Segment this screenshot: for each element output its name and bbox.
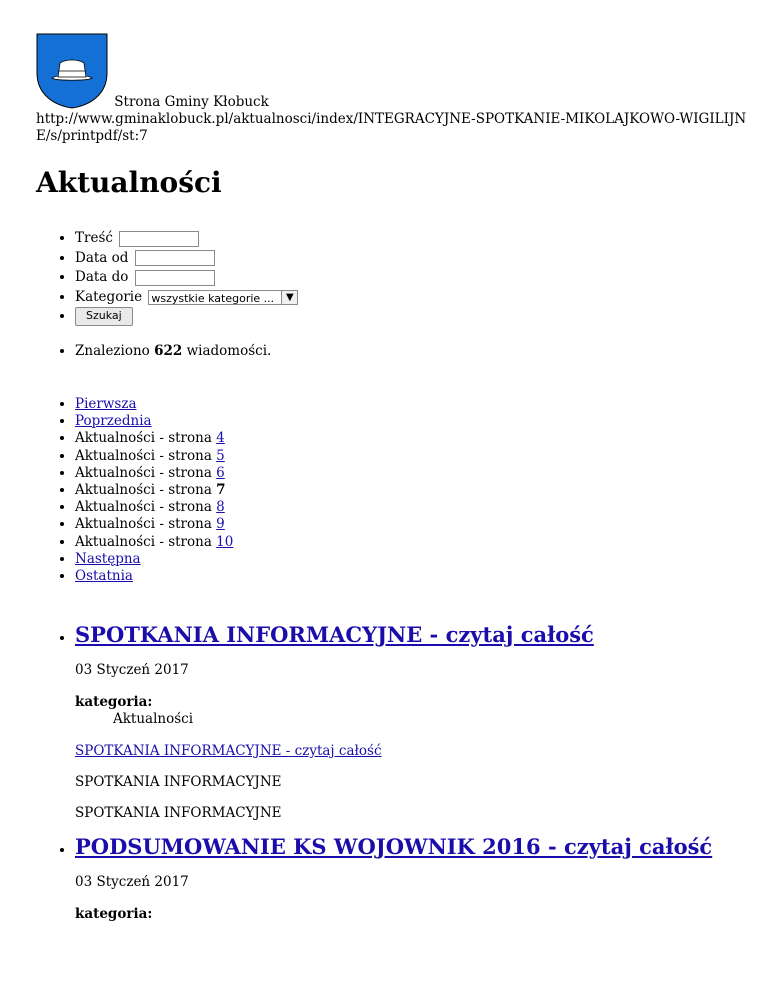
date-to-input[interactable]	[135, 270, 215, 286]
pager-item-last	[75, 568, 233, 585]
pager-first-link[interactable]: Pierwsza	[75, 396, 137, 412]
pager-item-next	[75, 551, 233, 568]
pager-page-prefix: Aktualności - strona	[75, 430, 212, 447]
results-summary	[36, 343, 271, 360]
news-item	[75, 622, 768, 822]
search-field-date-to	[75, 268, 768, 288]
pager-item-page-5	[75, 448, 233, 465]
pager-item-page-8	[75, 499, 233, 516]
page-url: http://www.gminaklobuck.pl/aktualnosci/index/INTEGRACYJNE-SPOTKANIE-MIKOLAJKOWO-WIGILIJNE/s/printpdf/st:7	[36, 111, 747, 144]
results-count: 622	[154, 343, 183, 359]
news-title	[75, 834, 768, 860]
news-title-link[interactable]: SPOTKANIA INFORMACYJNE - czytaj całość	[75, 622, 594, 647]
pager-page-link[interactable]: 6	[216, 464, 225, 481]
category-label: Kategorie	[75, 288, 143, 305]
pager-page-prefix: Aktualności - strona	[75, 516, 212, 533]
pager-item-page-10	[75, 534, 233, 551]
news-title-link[interactable]: PODSUMOWANIE KS WOJOWNIK 2016 - czytaj całość	[75, 834, 713, 859]
date-from-label: Data od	[75, 249, 129, 266]
search-field-category	[75, 288, 768, 308]
search-field-date-from	[75, 249, 768, 269]
pager-page-prefix: Aktualności - strona	[75, 447, 212, 464]
category-select-value: wszystkie kategorie ...	[151, 291, 275, 305]
content-input[interactable]	[119, 231, 199, 247]
dropdown-arrow-icon[interactable]: ▼	[281, 291, 297, 304]
pager-item-page-6	[75, 465, 233, 482]
news-title	[75, 622, 768, 648]
pager-page-link[interactable]: 10	[216, 533, 234, 550]
pager-item-page-9	[75, 516, 233, 533]
pager-item-prev	[75, 413, 233, 430]
pager-current-page: 7	[216, 481, 226, 498]
pager-next-link[interactable]: Następna	[75, 550, 141, 567]
pager-last-link[interactable]: Ostatnia	[75, 567, 133, 584]
pager-item-first	[75, 396, 233, 413]
pager-page-link[interactable]: 5	[216, 447, 225, 464]
pager-page-link[interactable]: 9	[216, 516, 225, 533]
news-category-label: kategoria:	[75, 694, 153, 710]
news-category-label: kategoria:	[75, 906, 153, 922]
search-form	[36, 229, 768, 327]
gmina-coat-of-arms-logo	[36, 33, 108, 109]
category-select[interactable]	[148, 290, 298, 305]
page-title: Aktualności	[36, 166, 222, 199]
pager-page-prefix: Aktualności - strona	[75, 464, 212, 481]
news-list	[36, 622, 768, 923]
pager-page-link[interactable]: 4	[216, 430, 225, 447]
news-text: SPOTKANIA INFORMACYJNE	[75, 774, 282, 790]
news-text: SPOTKANIA INFORMACYJNE	[75, 805, 282, 821]
news-item	[75, 834, 768, 923]
news-date: 03 Styczeń 2017	[75, 662, 189, 678]
pager-item-page-4	[75, 430, 233, 447]
news-category: Aktualności	[113, 711, 194, 727]
content-label: Treść	[75, 230, 113, 246]
results-prefix: Znaleziono	[75, 343, 150, 359]
news-read-more-link[interactable]: SPOTKANIA INFORMACYJNE - czytaj całość	[75, 743, 382, 759]
date-from-input[interactable]	[135, 250, 215, 266]
pager-page-prefix: Aktualności - strona	[75, 533, 212, 550]
results-count-text	[75, 343, 271, 360]
news-read-more	[75, 743, 768, 760]
pager-page-link[interactable]: 8	[216, 499, 225, 516]
search-field-content	[75, 229, 768, 249]
page-header	[36, 33, 756, 145]
news-date: 03 Styczeń 2017	[75, 874, 189, 890]
date-to-label: Data do	[75, 269, 129, 285]
pagination	[36, 396, 233, 585]
search-field-submit	[75, 307, 768, 327]
site-name: Strona Gminy Kłobuck	[114, 94, 269, 110]
pager-page-prefix: Aktualności - strona	[75, 481, 212, 498]
pager-item-page-current	[75, 482, 233, 499]
results-suffix: wiadomości.	[186, 343, 272, 359]
pager-prev-link[interactable]: Poprzednia	[75, 413, 152, 430]
search-button[interactable]: Szukaj	[75, 307, 133, 326]
pager-page-prefix: Aktualności - strona	[75, 499, 212, 516]
